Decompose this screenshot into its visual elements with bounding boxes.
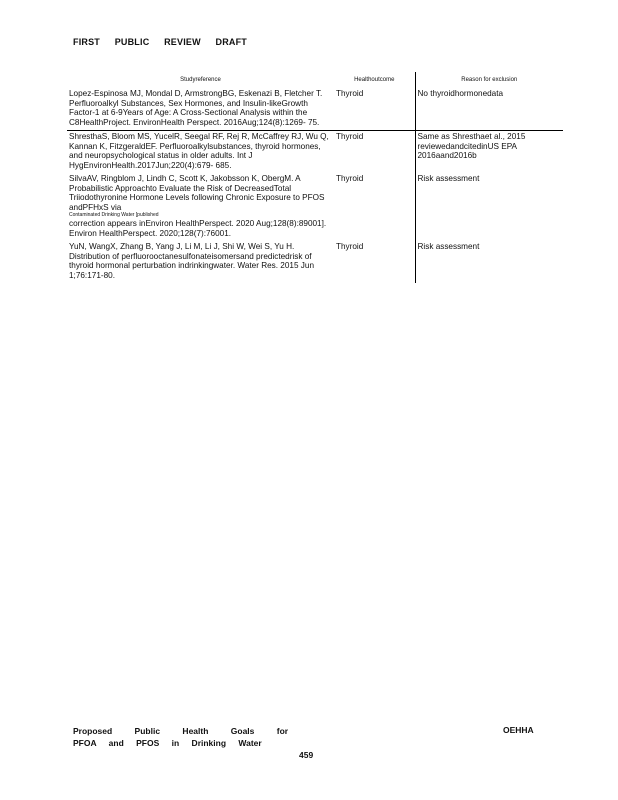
- column-header-reason: Reason for exclusion: [415, 72, 563, 88]
- health-outcome: Thyroid: [336, 89, 364, 98]
- table-header-row: [67, 72, 563, 88]
- study-reference-part2: correction appears inEnviron HealthPerspect. 2020 Aug;128(8):89001]. Environ HealthPerspect. 2020;128(7):76001.: [69, 219, 327, 238]
- exclusion-reason: Same as Shresthaet al., 2015 reviewedandcitedinUS EPA 2016aand2016b: [415, 131, 563, 174]
- health-outcome: Thyroid: [336, 242, 364, 251]
- exclusion-reason: Risk assessment: [415, 173, 563, 241]
- table-row: [67, 241, 563, 283]
- column-header-health-outcome: Healthoutcome: [354, 77, 395, 83]
- study-reference: ShresthaS, Bloom MS, YucelR, Seegal RF, Rej R, McCaffrey RJ, Wu Q, Kannan K, FitzgeraldEF. Perfluoroalkylsubstances, thyroid hormones, and neuropsychological status in older adults. Int J HygEnvironHealth.2017Jun;220(4):679- 685.: [67, 131, 334, 174]
- health-outcome: Thyroid: [334, 131, 415, 174]
- health-outcome: Thyroid: [336, 174, 364, 183]
- table-row: [67, 88, 563, 131]
- footer-agency: OEHHA: [503, 725, 534, 735]
- footer-document-title: [73, 725, 288, 749]
- footer-title-line1: Proposed Public Health Goals for: [73, 726, 289, 736]
- table-row: [67, 131, 563, 174]
- draft-header: FIRST PUBLIC REVIEW DRAFT: [73, 37, 247, 47]
- footer-title-line2: PFOA and PFOS in Drinking Water: [73, 738, 262, 748]
- page-number: 459: [299, 750, 314, 760]
- study-reference: [67, 173, 334, 241]
- study-reference-part1: SilvaAV, Ringblom J, Lindh C, Scott K, Jakobsson K, ObergM. A Probabilistic Approachto Evaluate the Risk of DecreasedTotal Triiodothyronine Hormone Levels following Chronic Exposure to PFOS andPFHxS via: [69, 174, 325, 212]
- study-reference: Lopez-Espinosa MJ, Mondal D, ArmstrongBG, Eskenazi B, Fletcher T. Perfluoroalkyl Substances, Sex Hormones, and Insulin-likeGrowth Factor-1 at 6-9Years of Age: A Cross-Sectional Analysis within the C8HealthProject. EnvironHealth Perspect. 2016Aug;124(8):1269- 75.: [69, 89, 323, 127]
- exclusion-reason: Risk assessment: [415, 241, 563, 283]
- study-reference-small-note: Contaminated Drinking Water [published: [69, 212, 159, 218]
- exclusion-table: [67, 72, 563, 283]
- exclusion-reason: No thyroidhormonedata: [415, 88, 563, 131]
- table-row: [67, 173, 563, 241]
- study-reference: YuN, WangX, Zhang B, Yang J, Li M, Li J, Shi W, Wei S, Yu H. Distribution of perfluorooctanesulfonateisomersand predictedrisk of thyroid hormonal perturbation indrinkingwater. Water Res. 2015 Jun 1;76:171-80.: [69, 242, 314, 280]
- column-header-study-reference: Studyreference: [180, 77, 221, 83]
